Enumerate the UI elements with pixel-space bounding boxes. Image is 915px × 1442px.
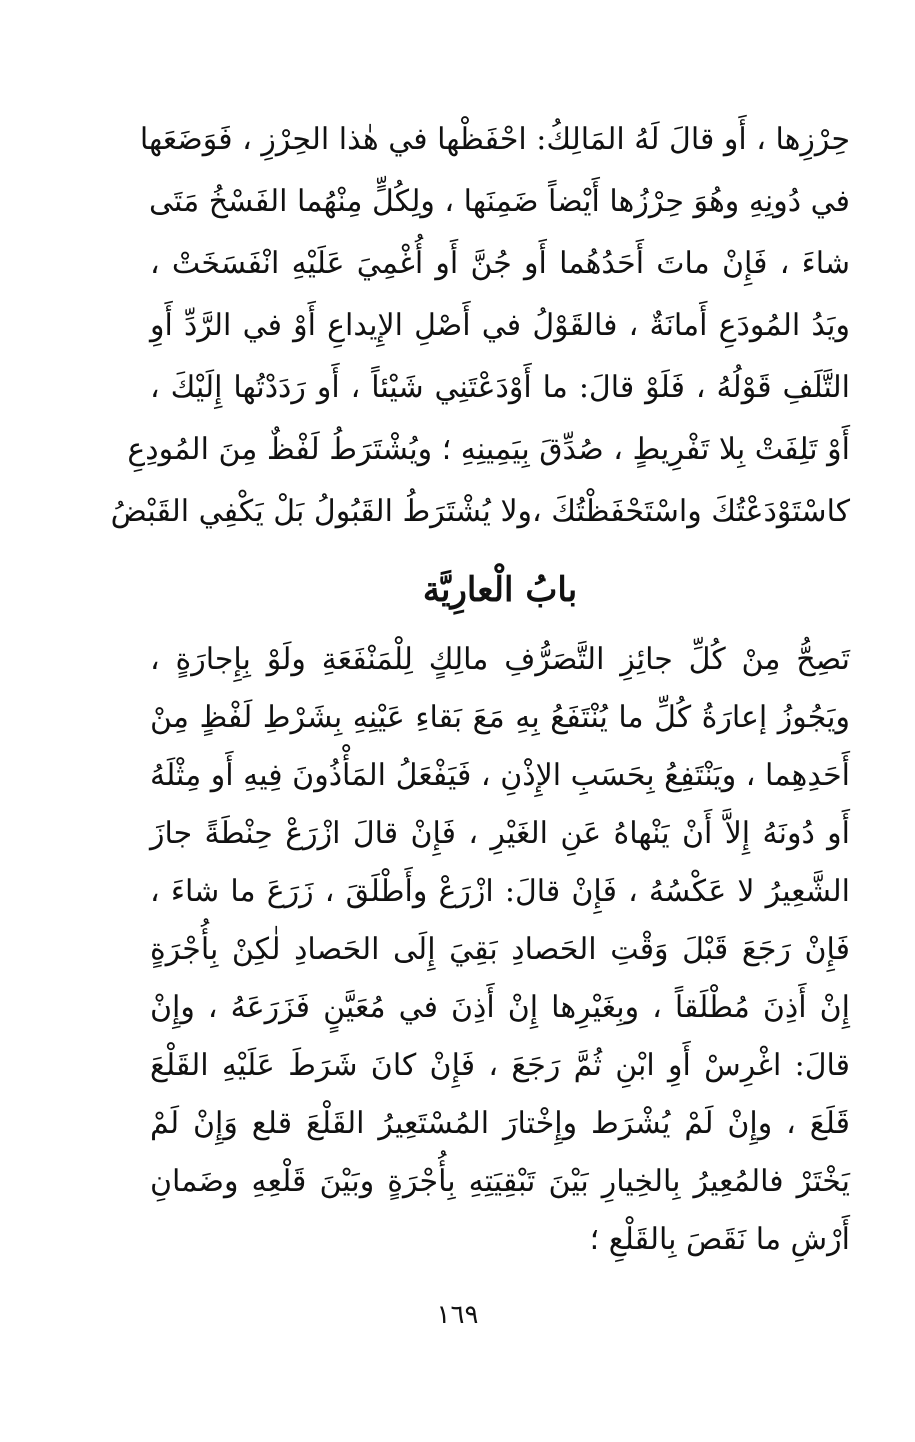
- text-line: شاءَ ، فَإِنْ ماتَ أَحَدُهُما أَو جُنَّ أَو أُغْمِيَ عَلَيْهِ انْفَسَخَتْ ،: [150, 246, 850, 281]
- text-line: الشَّعِيرُ لا عَكْسُهُ ، فَإِنْ قالَ: ازْرَعْ وأَطْلَقَ ، زَرَعَ ما شاءَ ،: [150, 874, 850, 909]
- chapter-heading: بابُ الْعارِيَّة: [422, 570, 578, 610]
- text-line: أَو دُونَهُ إِلاَّ أَنْ يَنْهاهُ عَنِ الغَيْرِ ، فَإِنْ قالَ ازْرَعْ حِنْطَةً جازَ: [150, 816, 850, 851]
- text-line: أَحَدِهِما ، ويَنْتَفِعُ بِحَسَبِ الإِذْنِ ، فَيَفْعَلُ المَأْذُونَ فِيهِ أَو مِثْلَهُ: [150, 758, 850, 793]
- text-line: ويَجُوزُ إعارَةُ كُلِّ ما يُنْتَفَعُ بِهِ مَعَ بَقاءِ عَيْنِهِ بِشَرْطِ لَفْظٍ مِنْ: [150, 700, 850, 735]
- text-line: كاسْتَوْدَعْتُكَ واسْتَحْفَظْتُكَ ،ولا يُشْتَرَطُ القَبُولُ بَلْ يَكْفِي القَبْضُ: [110, 494, 850, 529]
- text-line: تَصِحُّ مِنْ كُلِّ جائِزِ التَّصَرُّفِ مالِكٍ لِلْمَنْفَعَةِ ولَوْ بِإِجارَةٍ ،: [150, 642, 850, 677]
- text-line: قالَ: اغْرِسْ أَوِ ابْنِ ثُمَّ رَجَعَ ، فَإِنْ كانَ شَرَطَ عَلَيْهِ القَلْعَ: [150, 1048, 850, 1083]
- text-line: يَخْتَرْ فالمُعِيرُ بِالخِيارِ بَيْنَ تَبْقِيَتِهِ بِأُجْرَةٍ وبَيْنَ قَلْعِهِ وضَمانِ: [150, 1164, 850, 1199]
- text-line: إِنْ أَذِنَ مُطْلَقاً ، وبِغَيْرِها إِنْ أَذِنَ في مُعَيَّنٍ فَزَرَعَهُ ، وإِنْ: [150, 990, 850, 1025]
- text-line: قَلَعَ ، وإِنْ لَمْ يُشْرَط وإِخْتارَ المُسْتَعِيرُ القَلْعَ قلع وَإِنْ لَمْ: [150, 1106, 850, 1141]
- page-number: ١٦٩: [436, 1300, 479, 1330]
- text-line: ويَدُ المُودَعِ أَمانَةٌ ، فالقَوْلُ في أَصْلِ الإِيداعِ أَوْ في الرَّدِّ أَوِ: [150, 308, 850, 343]
- text-line: أَوْ تَلِفَتْ بِلا تَفْرِيطٍ ، صُدِّقَ بِيَمِينِهِ ؛ ويُشْتَرَطُ لَفْظٌ مِنَ المُودِعِ: [127, 432, 850, 467]
- text-line: أَرْشِ ما نَقَصَ بِالقَلْعِ ؛: [589, 1222, 850, 1257]
- text-line: في دُونِهِ وهُوَ حِرْزُها أَيْضاً ضَمِنَها ، ولِكُلٍّ مِنْهُما الفَسْخُ مَتَى: [149, 184, 850, 219]
- text-line: فَإِنْ رَجَعَ قَبْلَ وَقْتِ الحَصادِ بَقِيَ إِلَى الحَصادِ لٰكِنْ بِأُجْرَةٍ: [150, 932, 850, 967]
- text-line: التَّلَفِ قَوْلُهُ ، فَلَوْ قالَ: ما أَوْدَعْتَنِي شَيْئاً ، أَو رَدَدْتُها إِلَيْكَ ،: [150, 370, 850, 405]
- text-line: حِرْزِها ، أَو قالَ لَهُ المَالِكُ: احْفَظْها في هٰذا الحِرْزِ ، فَوَضَعَها: [139, 122, 850, 157]
